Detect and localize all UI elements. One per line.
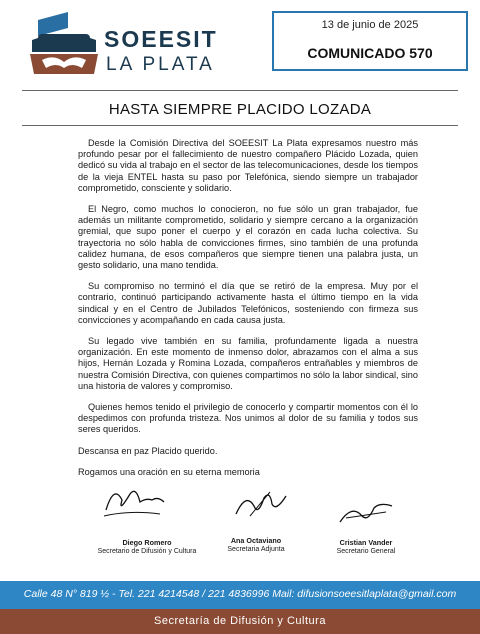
signatory-role: Secretario General <box>336 548 396 555</box>
closing-line: Descansa en paz Placido querido. <box>78 445 218 456</box>
communique-box <box>272 11 468 71</box>
communique-date: 13 de junio de 2025 <box>321 19 419 31</box>
paragraph: Desde la Comisión Directiva del SOEESIT La Plata expresamos nuestro más profundo pesar por el fallecimiento de nuestro compañero Plácido Lozada, quien dedicó su vida al trabajo en el sector de las telecomunicaciones, desde los tiempos de la vieja ENTEL hasta su paso por Telefónica, siendo siempre un trabajador comprometido, consciente y solidario. <box>78 138 418 193</box>
signature-drawing-1 <box>100 480 170 520</box>
paragraph: Su compromiso no terminó el día que se retiró de la empresa. Muy por el contrario, continuó participando activamente hasta el último tiempo en la vida sindical y en el Centro de Jubilados Telefónicos, sosteniendo con firmeza sus convicciones y acompañando en cada causa justa. <box>78 281 418 325</box>
department-text: Secretaría de Difusión y Cultura <box>154 615 326 627</box>
signatory-name: Diego Romero <box>122 538 172 547</box>
soeesit-logo <box>28 10 228 82</box>
contact-text: Calle 48 N° 819 ½ - Tel. 221 4214548 / 221 4836996 Mail: difusionsoeesitlaplata@gmail.com <box>23 588 457 600</box>
paragraph: Quienes hemos tenido el privilegio de conocerlo y compartir momentos con él lo despedimos con profunda tristeza. Nos unimos al dolor de su familia y todos sus seres queridos. <box>78 402 418 435</box>
handshake-phone-logo-icon <box>28 10 100 82</box>
communique-number: COMUNICADO 570 <box>307 45 433 61</box>
letter-body <box>78 138 418 488</box>
contact-footer <box>0 581 480 609</box>
brand-city: LA PLATA <box>106 54 215 75</box>
closing-line: Rogamos una oración en su eterna memoria <box>78 466 260 477</box>
brand-name: SOEESIT <box>104 26 218 52</box>
signature-block <box>82 538 212 556</box>
signature-drawing-3 <box>336 498 396 528</box>
signature-drawing-2 <box>230 486 290 522</box>
signatory-name: Cristian Vander <box>339 538 393 547</box>
paragraph: El Negro, como muchos lo conocieron, no fue sólo un gran trabajador, fue además un militante comprometido, solidario y siempre cercano a la organización gremial, que supo poner el cuerpo y el corazón en cada lucha colectiva. Su trayectoria no sólo habla de convicciones firmes, sino también de una profunda calidez humana, de esos compañeros que siempre tienen una palabra justa, un gesto solidario, una mano tendida. <box>78 204 418 271</box>
signature-block <box>206 536 306 554</box>
page-title: HASTA SIEMPRE PLACIDO LOZADA <box>108 101 372 118</box>
paragraph: Su legado vive también en su familia, profundamente ligada a nuestra organización. En este momento de inmenso dolor, abrazamos con el alma a sus hijos, Hernán Lozada y Romina Lozada, compañeros entrañables y miembros de nuestra Comisión Directiva, con quienes compartimos no sólo la labor sindical, sino una historia de valores y compromiso. <box>78 336 418 391</box>
department-footer <box>0 609 480 634</box>
header-divider <box>22 90 458 91</box>
title-divider <box>22 125 458 126</box>
signatory-role: Secretario de Difusión y Cultura <box>97 548 197 555</box>
signature-block <box>316 538 416 556</box>
signatory-role: Secretaria Adjunta <box>227 546 285 553</box>
signatory-name: Ana Octaviano <box>230 536 282 545</box>
